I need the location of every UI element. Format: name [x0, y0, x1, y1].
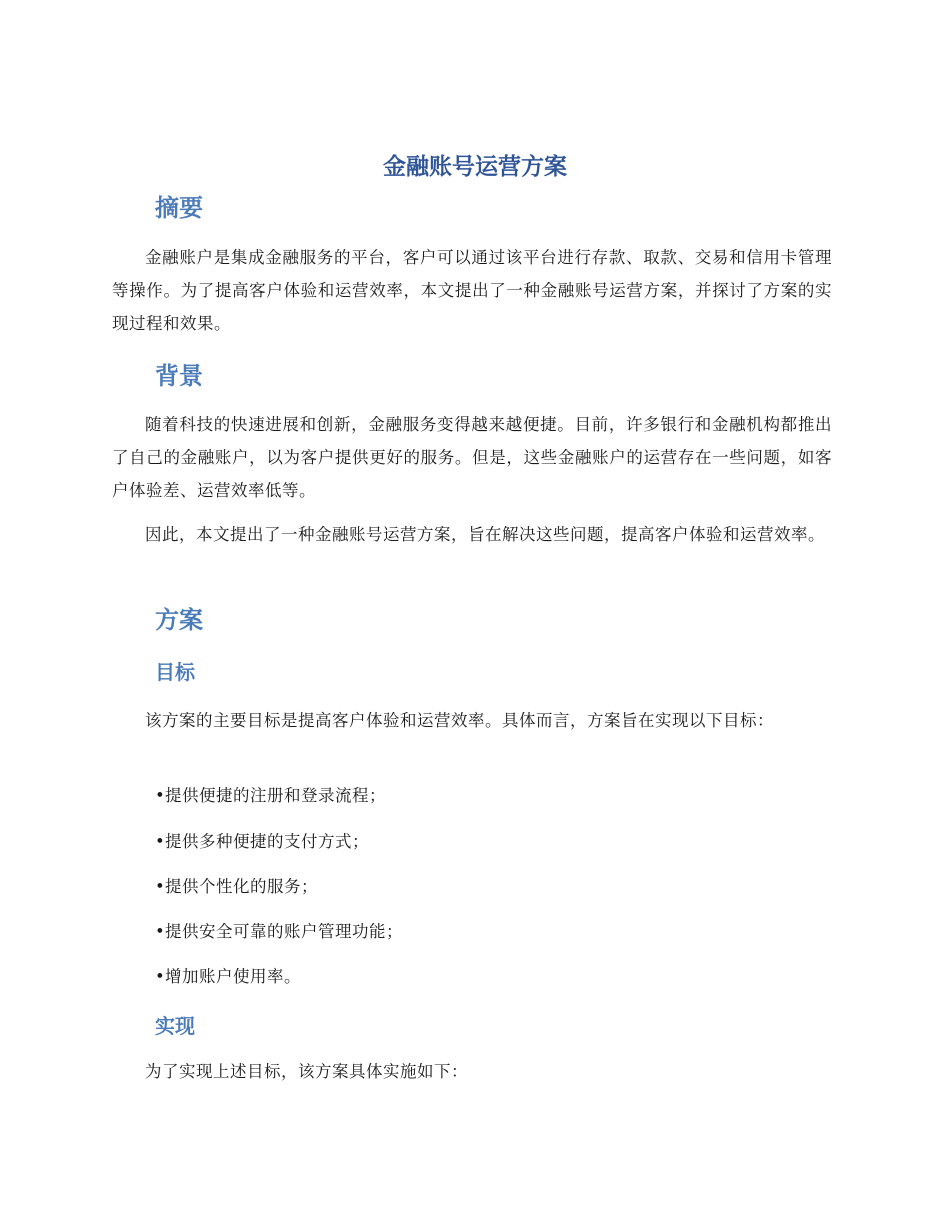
heading-implementation: 实现 [155, 1014, 195, 1038]
goal-bullet-text: 提供安全可靠的账户管理功能； [165, 922, 403, 941]
heading-plan: 方案 [155, 606, 203, 634]
goal-bullet-text: 提供多种便捷的支付方式； [165, 832, 369, 851]
goal-bullet-item [155, 779, 386, 812]
goal-bullet-text: 提供个性化的服务； [165, 877, 318, 896]
goal-bullet-item [155, 870, 318, 903]
goal-bullet-text: 增加账户使用率。 [165, 967, 301, 986]
bullet-dot: • [155, 967, 166, 986]
goal-bullet-item [155, 960, 301, 993]
heading-abstract: 摘要 [155, 194, 203, 222]
bullet-dot: • [155, 786, 166, 805]
goal-bullet-item [155, 825, 369, 858]
goal-bullet-text: 提供便捷的注册和登录流程； [165, 786, 386, 805]
document-title: 金融账号运营方案 [383, 154, 567, 180]
background-paragraph-2: 因此，本文提出了一种金融账号运营方案，旨在解决这些问题，提高客户体验和运营效率。 [145, 525, 825, 544]
heading-goal: 目标 [155, 660, 195, 684]
heading-background: 背景 [155, 362, 203, 390]
abstract-paragraph: 金融账户是集成金融服务的平台，客户可以通过该平台进行存款、取款、交易和信用卡管理等操作。为了提高客户体验和运营效率，本文提出了一种金融账号运营方案，并探讨了方案的实现过程和效果。 [112, 248, 832, 333]
bullet-dot: • [155, 877, 166, 896]
goal-paragraph: 该方案的主要目标是提高客户体验和运营效率。具体而言，方案旨在实现以下目标： [145, 711, 774, 730]
implementation-paragraph: 为了实现上述目标，该方案具体实施如下： [145, 1062, 468, 1081]
bullet-dot: • [155, 922, 166, 941]
goal-bullet-item [155, 915, 403, 948]
bullet-dot: • [155, 832, 166, 851]
background-paragraph-1: 随着科技的快速进展和创新，金融服务变得越来越便捷。目前，许多银行和金融机构都推出了自己的金融账户，以为客户提供更好的服务。但是，这些金融账户的运营存在一些问题，如客户体验差、运营效率低等。 [112, 415, 832, 500]
